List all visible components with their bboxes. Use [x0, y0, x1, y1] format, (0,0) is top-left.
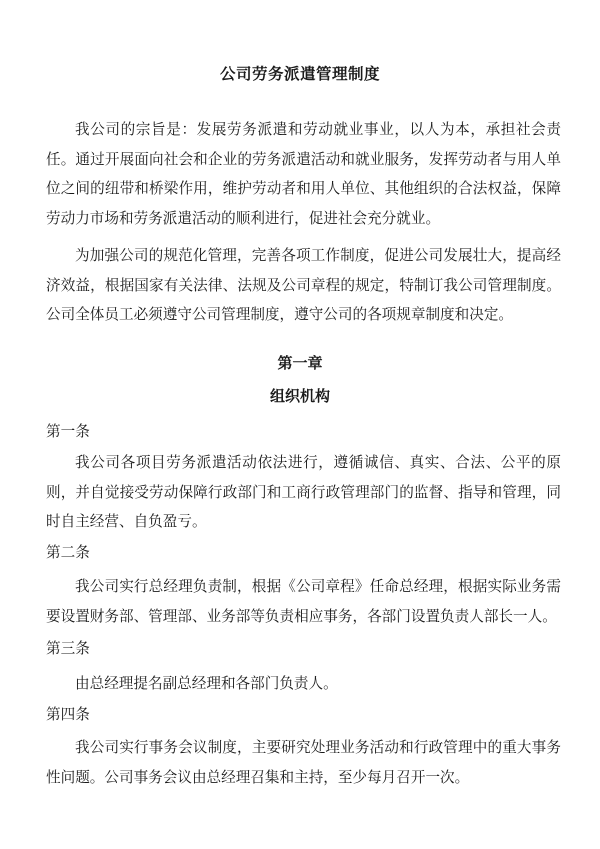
- article-2-text: 我公司实行总经理负责制，根据《公司章程》任命总经理，根据实际业务需要设置财务部、管理部、业务部等负责相应事务，各部门设置负责人部长一人。: [46, 578, 561, 625]
- article-3-text: 由总经理提名副总经理和各部门负责人。: [75, 675, 338, 692]
- article-4-text: 我公司实行事务会议制度，主要研究处理业务活动和行政管理中的重大事务性问题。公司事务会议由总经理召集和主持，至少每月召开一次。: [46, 739, 561, 786]
- intro-paragraph-regulation: 为加强公司的规范化管理，完善各项工作制度，促进公司发展壮大，提高经济效益，根据国家有关法律、法规及公司章程的规定，特制订我公司管理制度。公司全体员工必须遵守公司管理制度，遵守公司的各项规章制度和决定。: [46, 247, 561, 323]
- article-4-label: 第四条: [46, 706, 90, 723]
- intro-paragraph-purpose: 我公司的宗旨是：发展劳务派遣和劳动就业事业，以人为本，承担社会责任。通过开展面向社会和企业的劳务派遣活动和就业服务，发挥劳动者与用人单位之间的纽带和桥梁作用，维护劳动者和用人单位、其他组织的合法权益，保障劳动力市场和劳务派遣活动的顺利进行，促进社会充分就业。: [46, 121, 561, 227]
- document-title: 公司劳务派遣管理制度: [219, 64, 380, 83]
- article-2-label: 第二条: [46, 544, 90, 561]
- chapter-number: 第一章: [277, 354, 323, 372]
- article-3-label: 第三条: [46, 640, 90, 657]
- article-1-label: 第一条: [46, 423, 90, 440]
- article-1-text: 我公司各项目劳务派遣活动依法进行，遵循诚信、真实、合法、公平的原则，并自觉接受劳动保障行政部门和工商行政管理部门的监督、指导和管理，同时自主经营、自负盈亏。: [46, 454, 561, 530]
- chapter-title: 组织机构: [269, 387, 330, 405]
